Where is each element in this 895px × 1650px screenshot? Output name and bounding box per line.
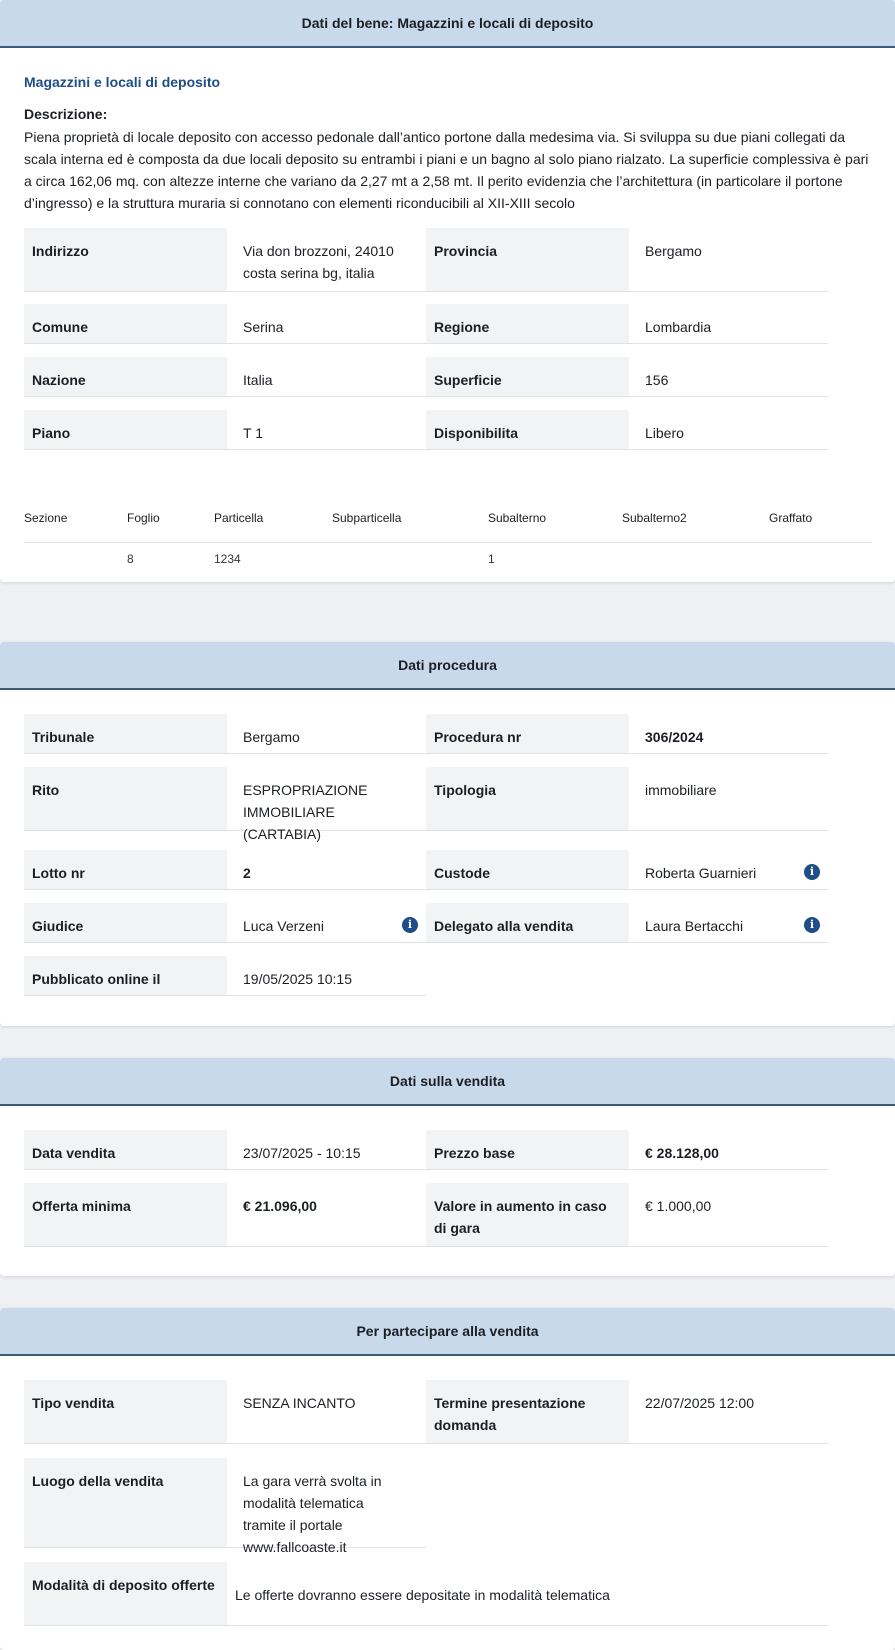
catasto-col-subalterno: Subalterno bbox=[488, 511, 547, 525]
procedura-card bbox=[0, 642, 895, 1026]
partecipare-card bbox=[0, 1308, 895, 1650]
termine-label: Termine presentazione domanda bbox=[426, 1380, 629, 1443]
custode-value bbox=[629, 850, 828, 889]
catasto-data-row bbox=[24, 552, 872, 576]
description-label: Descrizione: bbox=[24, 106, 108, 122]
nazione-value: Italia bbox=[243, 372, 273, 388]
deposito-row bbox=[24, 1562, 828, 1626]
catasto-particella: 1234 bbox=[214, 552, 241, 566]
tipo-vendita-label: Tipo vendita bbox=[24, 1380, 227, 1443]
bene-card bbox=[0, 0, 895, 582]
tribunale-row bbox=[24, 714, 426, 754]
delegato-label: Delegato alla vendita bbox=[426, 903, 629, 942]
catasto-header-row bbox=[24, 511, 872, 543]
tipologia-label: Tipologia bbox=[426, 767, 629, 830]
vendita-card bbox=[0, 1058, 895, 1276]
prezzo-base-row bbox=[426, 1130, 828, 1170]
custode-label: Custode bbox=[426, 850, 629, 889]
luogo-label: Luogo della vendita bbox=[24, 1458, 227, 1547]
procedura-nr-value: 306/2024 bbox=[645, 729, 704, 745]
giudice-name: Luca Verzeni bbox=[243, 918, 324, 934]
pubblicato-row bbox=[24, 956, 426, 996]
provincia-row bbox=[426, 228, 828, 292]
disponibilita-value: Libero bbox=[645, 425, 684, 441]
delegato-info-icon[interactable]: i bbox=[804, 917, 820, 933]
catasto-col-subalterno2: Subalterno2 bbox=[622, 511, 687, 525]
tipologia-row bbox=[426, 767, 828, 831]
luogo-row bbox=[24, 1458, 426, 1555]
indirizzo-row bbox=[24, 228, 426, 292]
termine-value: 22/07/2025 12:00 bbox=[645, 1395, 754, 1411]
procedura-nr-label: Procedura nr bbox=[426, 714, 629, 753]
catasto-foglio: 8 bbox=[127, 552, 134, 566]
comune-value: Serina bbox=[243, 319, 284, 335]
catasto-subalterno: 1 bbox=[488, 552, 495, 566]
disponibilita-row bbox=[426, 410, 828, 450]
deposito-value: Le offerte dovranno essere depositate in modalità telematica bbox=[235, 1587, 610, 1603]
bene-subtitle: Magazzini e locali di deposito bbox=[24, 74, 221, 90]
disponibilita-label: Disponibilita bbox=[426, 410, 629, 449]
pubblicato-value: 19/05/2025 10:15 bbox=[243, 971, 352, 987]
aumento-label: Valore in aumento in caso di gara bbox=[426, 1183, 629, 1246]
custode-info-icon[interactable]: i bbox=[804, 864, 820, 880]
delegato-name: Laura Bertacchi bbox=[645, 918, 744, 934]
nazione-label: Nazione bbox=[24, 357, 227, 396]
description-text: Piena proprietà di locale deposito con accesso pedonale dall’antico portone dalla medesima via. Si sviluppa su due piani collegati da scala interna ed è composta da due locali deposito su entrambi i piani e un bagno al solo piano rialzato. La superficie complessiva è pari a circa 162,06 mq. con altezze interne che variano da 2,27 mt a 2,58 mt. Il perito evidenzia che l’architettura (in particolare il portone d’ingresso) e la struttura muraria si connotano con elementi riconducibili al XII-XIII secolo bbox=[24, 129, 869, 211]
tipo-vendita-value: SENZA INCANTO bbox=[243, 1395, 356, 1411]
giudice-row bbox=[24, 903, 426, 943]
custode-row bbox=[426, 850, 828, 890]
delegato-value bbox=[629, 903, 828, 942]
regione-label: Regione bbox=[426, 304, 629, 343]
prezzo-base-label: Prezzo base bbox=[426, 1130, 629, 1169]
provincia-value: Bergamo bbox=[645, 243, 702, 259]
deposito-label: Modalità di deposito offerte bbox=[24, 1562, 227, 1625]
regione-value: Lombardia bbox=[645, 319, 712, 335]
tipo-vendita-row bbox=[24, 1380, 426, 1444]
delegato-row bbox=[426, 903, 828, 943]
procedura-header: Dati procedura bbox=[0, 642, 895, 690]
piano-value: T 1 bbox=[243, 425, 263, 441]
data-vendita-value: 23/07/2025 - 10:15 bbox=[243, 1145, 361, 1161]
bene-header: Dati del bene: Magazzini e locali di deposito bbox=[0, 0, 895, 48]
luogo-value: La gara verrà svolta in modalità telematica tramite il portale www.fallcoaste.it bbox=[243, 1473, 382, 1555]
partecipare-header: Per partecipare alla vendita bbox=[0, 1308, 895, 1356]
comune-row bbox=[24, 304, 426, 344]
catasto-col-particella: Particella bbox=[214, 511, 264, 525]
offerta-minima-value: € 21.096,00 bbox=[243, 1198, 317, 1214]
lotto-value: 2 bbox=[243, 865, 251, 881]
aumento-row bbox=[426, 1183, 828, 1247]
superficie-label: Superficie bbox=[426, 357, 629, 396]
data-vendita-row bbox=[24, 1130, 426, 1170]
catasto-col-graffato: Graffato bbox=[769, 511, 813, 525]
pubblicato-label: Pubblicato online il bbox=[24, 956, 227, 995]
provincia-label: Provincia bbox=[426, 228, 629, 291]
indirizzo-label: Indirizzo bbox=[24, 228, 227, 291]
aumento-value: € 1.000,00 bbox=[645, 1198, 712, 1214]
procedura-nr-row bbox=[426, 714, 828, 754]
lotto-row bbox=[24, 850, 426, 890]
piano-row bbox=[24, 410, 426, 450]
regione-row bbox=[426, 304, 828, 344]
prezzo-base-value: € 28.128,00 bbox=[645, 1145, 719, 1161]
giudice-label: Giudice bbox=[24, 903, 227, 942]
offerta-minima-label: Offerta minima bbox=[24, 1183, 227, 1246]
tribunale-value: Bergamo bbox=[243, 729, 300, 745]
tribunale-label: Tribunale bbox=[24, 714, 227, 753]
termine-row bbox=[426, 1380, 828, 1444]
custode-name: Roberta Guarnieri bbox=[645, 865, 757, 881]
catasto-col-sezione: Sezione bbox=[24, 511, 68, 525]
piano-label: Piano bbox=[24, 410, 227, 449]
superficie-value: 156 bbox=[645, 372, 669, 388]
rito-row bbox=[24, 767, 426, 842]
lotto-label: Lotto nr bbox=[24, 850, 227, 889]
comune-label: Comune bbox=[24, 304, 227, 343]
nazione-row bbox=[24, 357, 426, 397]
giudice-info-icon[interactable]: i bbox=[402, 917, 418, 933]
rito-value: ESPROPRIAZIONE IMMOBILIARE (CARTABIA) bbox=[243, 782, 368, 842]
vendita-header: Dati sulla vendita bbox=[0, 1058, 895, 1106]
tipologia-value: immobiliare bbox=[645, 782, 717, 798]
rito-label: Rito bbox=[24, 767, 227, 830]
superficie-row bbox=[426, 357, 828, 397]
giudice-value bbox=[227, 903, 426, 942]
data-vendita-label: Data vendita bbox=[24, 1130, 227, 1169]
indirizzo-value: Via don brozzoni, 24010 costa serina bg, italia bbox=[243, 243, 394, 281]
catasto-col-foglio: Foglio bbox=[127, 511, 160, 525]
catasto-col-subparticella: Subparticella bbox=[332, 511, 402, 525]
offerta-minima-row bbox=[24, 1183, 426, 1247]
